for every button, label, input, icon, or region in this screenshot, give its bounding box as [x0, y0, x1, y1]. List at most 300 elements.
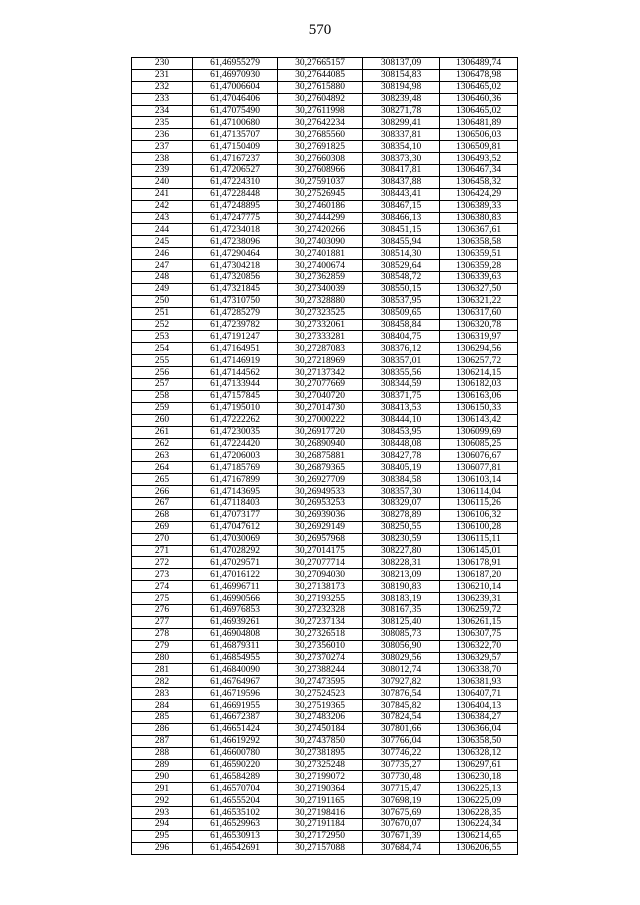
- x-coordinate-cell: 308437,88: [363, 176, 440, 188]
- latitude-cell: 61,47185769: [193, 462, 278, 474]
- longitude-cell: 30,27328880: [278, 295, 363, 307]
- y-coordinate-cell: 1306359,51: [440, 248, 518, 260]
- latitude-cell: 61,47222262: [193, 414, 278, 426]
- x-coordinate-cell: 307766,04: [363, 735, 440, 747]
- latitude-cell: 61,47206527: [193, 165, 278, 177]
- point-number-cell: 236: [132, 129, 193, 141]
- table-row: [132, 486, 518, 498]
- x-coordinate-cell: 308448,08: [363, 438, 440, 450]
- point-number-cell: 284: [132, 700, 193, 712]
- page-number: 570: [308, 22, 332, 38]
- table-row: [132, 819, 518, 831]
- longitude-cell: 30,27524523: [278, 688, 363, 700]
- x-coordinate-cell: 308299,41: [363, 117, 440, 129]
- latitude-cell: 61,47167899: [193, 474, 278, 486]
- latitude-cell: 61,46542691: [193, 842, 278, 854]
- x-coordinate-cell: 308373,30: [363, 153, 440, 165]
- x-coordinate-cell: 308458,84: [363, 319, 440, 331]
- point-number-cell: 276: [132, 604, 193, 616]
- table-row: [132, 652, 518, 664]
- y-coordinate-cell: 1306106,32: [440, 509, 518, 521]
- table-row: [132, 795, 518, 807]
- y-coordinate-cell: 1306358,50: [440, 735, 518, 747]
- longitude-cell: 30,27644085: [278, 69, 363, 81]
- point-number-cell: 289: [132, 759, 193, 771]
- y-coordinate-cell: 1306076,67: [440, 450, 518, 462]
- latitude-cell: 61,47143695: [193, 486, 278, 498]
- latitude-cell: 61,47248895: [193, 200, 278, 212]
- longitude-cell: 30,27400674: [278, 260, 363, 272]
- x-coordinate-cell: 308213,09: [363, 569, 440, 581]
- longitude-cell: 30,27333281: [278, 331, 363, 343]
- point-number-cell: 286: [132, 723, 193, 735]
- point-number-cell: 244: [132, 224, 193, 236]
- table-row: [132, 533, 518, 545]
- y-coordinate-cell: 1306214,15: [440, 367, 518, 379]
- table-row: [132, 616, 518, 628]
- latitude-cell: 61,47030069: [193, 533, 278, 545]
- y-coordinate-cell: 1306506,03: [440, 129, 518, 141]
- point-number-cell: 283: [132, 688, 193, 700]
- y-coordinate-cell: 1306214,65: [440, 830, 518, 842]
- x-coordinate-cell: 308085,73: [363, 628, 440, 640]
- point-number-cell: 288: [132, 747, 193, 759]
- longitude-cell: 30,27370274: [278, 652, 363, 664]
- x-coordinate-cell: 307671,39: [363, 830, 440, 842]
- longitude-cell: 30,27198416: [278, 807, 363, 819]
- y-coordinate-cell: 1306489,74: [440, 58, 518, 70]
- y-coordinate-cell: 1306460,36: [440, 93, 518, 105]
- latitude-cell: 61,46651424: [193, 723, 278, 735]
- longitude-cell: 30,27191165: [278, 795, 363, 807]
- x-coordinate-cell: 308405,19: [363, 462, 440, 474]
- point-number-cell: 278: [132, 628, 193, 640]
- point-number-cell: 235: [132, 117, 193, 129]
- table-row: [132, 604, 518, 616]
- table-row: [132, 807, 518, 819]
- y-coordinate-cell: 1306509,81: [440, 141, 518, 153]
- longitude-cell: 30,27326518: [278, 628, 363, 640]
- table-row: [132, 248, 518, 260]
- y-coordinate-cell: 1306407,71: [440, 688, 518, 700]
- longitude-cell: 30,27420266: [278, 224, 363, 236]
- latitude-cell: 61,47029571: [193, 557, 278, 569]
- table-row: [132, 688, 518, 700]
- latitude-cell: 61,46990566: [193, 593, 278, 605]
- latitude-cell: 61,47206003: [193, 450, 278, 462]
- x-coordinate-cell: 307735,27: [363, 759, 440, 771]
- point-number-cell: 277: [132, 616, 193, 628]
- longitude-cell: 30,26875881: [278, 450, 363, 462]
- x-coordinate-cell: 308451,15: [363, 224, 440, 236]
- longitude-cell: 30,27611998: [278, 105, 363, 117]
- y-coordinate-cell: 1306481,89: [440, 117, 518, 129]
- y-coordinate-cell: 1306239,31: [440, 593, 518, 605]
- latitude-cell: 61,46584289: [193, 771, 278, 783]
- y-coordinate-cell: 1306099,69: [440, 426, 518, 438]
- x-coordinate-cell: 308453,95: [363, 426, 440, 438]
- table-row: [132, 295, 518, 307]
- latitude-cell: 61,47028292: [193, 545, 278, 557]
- longitude-cell: 30,27401881: [278, 248, 363, 260]
- x-coordinate-cell: 308354,10: [363, 141, 440, 153]
- x-coordinate-cell: 307730,48: [363, 771, 440, 783]
- latitude-cell: 61,46529963: [193, 819, 278, 831]
- point-number-cell: 247: [132, 260, 193, 272]
- longitude-cell: 30,27138173: [278, 581, 363, 593]
- point-number-cell: 273: [132, 569, 193, 581]
- table-row: [132, 319, 518, 331]
- point-number-cell: 231: [132, 69, 193, 81]
- x-coordinate-cell: 308239,48: [363, 93, 440, 105]
- latitude-cell: 61,46691955: [193, 700, 278, 712]
- point-number-cell: 279: [132, 640, 193, 652]
- table-row: [132, 700, 518, 712]
- x-coordinate-cell: 307876,54: [363, 688, 440, 700]
- point-number-cell: 242: [132, 200, 193, 212]
- latitude-cell: 61,46955279: [193, 58, 278, 70]
- table-row: [132, 842, 518, 854]
- point-number-cell: 241: [132, 188, 193, 200]
- latitude-cell: 61,47247775: [193, 212, 278, 224]
- y-coordinate-cell: 1306182,03: [440, 379, 518, 391]
- y-coordinate-cell: 1306319,97: [440, 331, 518, 343]
- point-number-cell: 293: [132, 807, 193, 819]
- table-row: [132, 283, 518, 295]
- x-coordinate-cell: 308230,59: [363, 533, 440, 545]
- x-coordinate-cell: 308376,12: [363, 343, 440, 355]
- x-coordinate-cell: 308056,90: [363, 640, 440, 652]
- x-coordinate-cell: 308167,35: [363, 604, 440, 616]
- y-coordinate-cell: 1306380,83: [440, 212, 518, 224]
- latitude-cell: 61,47157845: [193, 390, 278, 402]
- y-coordinate-cell: 1306339,63: [440, 272, 518, 284]
- y-coordinate-cell: 1306424,29: [440, 188, 518, 200]
- latitude-cell: 61,47118403: [193, 497, 278, 509]
- x-coordinate-cell: 308337,81: [363, 129, 440, 141]
- table-row: [132, 188, 518, 200]
- longitude-cell: 30,27460186: [278, 200, 363, 212]
- point-number-cell: 272: [132, 557, 193, 569]
- y-coordinate-cell: 1306478,98: [440, 69, 518, 81]
- point-number-cell: 268: [132, 509, 193, 521]
- y-coordinate-cell: 1306100,28: [440, 521, 518, 533]
- latitude-cell: 61,47230035: [193, 426, 278, 438]
- point-number-cell: 258: [132, 390, 193, 402]
- point-number-cell: 255: [132, 355, 193, 367]
- longitude-cell: 30,27325248: [278, 759, 363, 771]
- table-row: [132, 260, 518, 272]
- table-row: [132, 783, 518, 795]
- longitude-cell: 30,27218969: [278, 355, 363, 367]
- point-number-cell: 263: [132, 450, 193, 462]
- table-row: [132, 402, 518, 414]
- latitude-cell: 61,47135707: [193, 129, 278, 141]
- y-coordinate-cell: 1306359,28: [440, 260, 518, 272]
- point-number-cell: 294: [132, 819, 193, 831]
- longitude-cell: 30,26879365: [278, 462, 363, 474]
- x-coordinate-cell: 307746,22: [363, 747, 440, 759]
- latitude-cell: 61,47228448: [193, 188, 278, 200]
- point-number-cell: 234: [132, 105, 193, 117]
- longitude-cell: 30,27473595: [278, 676, 363, 688]
- longitude-cell: 30,26929149: [278, 521, 363, 533]
- longitude-cell: 30,27094030: [278, 569, 363, 581]
- point-number-cell: 280: [132, 652, 193, 664]
- longitude-cell: 30,27199072: [278, 771, 363, 783]
- point-number-cell: 274: [132, 581, 193, 593]
- x-coordinate-cell: 307675,69: [363, 807, 440, 819]
- latitude-cell: 61,47234018: [193, 224, 278, 236]
- y-coordinate-cell: 1306384,27: [440, 711, 518, 723]
- table-row: [132, 153, 518, 165]
- x-coordinate-cell: 308228,31: [363, 557, 440, 569]
- x-coordinate-cell: 307927,82: [363, 676, 440, 688]
- latitude-cell: 61,46996711: [193, 581, 278, 593]
- x-coordinate-cell: 307698,19: [363, 795, 440, 807]
- y-coordinate-cell: 1306257,72: [440, 355, 518, 367]
- y-coordinate-cell: 1306322,70: [440, 640, 518, 652]
- table-row: [132, 497, 518, 509]
- x-coordinate-cell: 308467,15: [363, 200, 440, 212]
- y-coordinate-cell: 1306261,15: [440, 616, 518, 628]
- table-row: [132, 379, 518, 391]
- y-coordinate-cell: 1306328,12: [440, 747, 518, 759]
- table-row: [132, 521, 518, 533]
- y-coordinate-cell: 1306327,50: [440, 283, 518, 295]
- point-number-cell: 264: [132, 462, 193, 474]
- y-coordinate-cell: 1306230,18: [440, 771, 518, 783]
- y-coordinate-cell: 1306228,35: [440, 807, 518, 819]
- latitude-cell: 61,47191247: [193, 331, 278, 343]
- x-coordinate-cell: 308529,64: [363, 260, 440, 272]
- latitude-cell: 61,47075490: [193, 105, 278, 117]
- latitude-cell: 61,47238096: [193, 236, 278, 248]
- table-row: [132, 664, 518, 676]
- point-number-cell: 296: [132, 842, 193, 854]
- x-coordinate-cell: 307824,54: [363, 711, 440, 723]
- latitude-cell: 61,47146919: [193, 355, 278, 367]
- y-coordinate-cell: 1306465,02: [440, 81, 518, 93]
- latitude-cell: 61,46672387: [193, 711, 278, 723]
- longitude-cell: 30,27191184: [278, 819, 363, 831]
- x-coordinate-cell: 307845,82: [363, 700, 440, 712]
- y-coordinate-cell: 1306114,04: [440, 486, 518, 498]
- point-number-cell: 267: [132, 497, 193, 509]
- x-coordinate-cell: 308443,41: [363, 188, 440, 200]
- y-coordinate-cell: 1306321,22: [440, 295, 518, 307]
- longitude-cell: 30,27691825: [278, 141, 363, 153]
- longitude-cell: 30,26890940: [278, 438, 363, 450]
- longitude-cell: 30,26957968: [278, 533, 363, 545]
- point-number-cell: 259: [132, 402, 193, 414]
- longitude-cell: 30,27604892: [278, 93, 363, 105]
- y-coordinate-cell: 1306366,04: [440, 723, 518, 735]
- point-number-cell: 290: [132, 771, 193, 783]
- point-number-cell: 249: [132, 283, 193, 295]
- point-number-cell: 240: [132, 176, 193, 188]
- table-row: [132, 367, 518, 379]
- point-number-cell: 251: [132, 307, 193, 319]
- longitude-cell: 30,26917720: [278, 426, 363, 438]
- point-number-cell: 254: [132, 343, 193, 355]
- point-number-cell: 252: [132, 319, 193, 331]
- y-coordinate-cell: 1306225,09: [440, 795, 518, 807]
- x-coordinate-cell: 308190,83: [363, 581, 440, 593]
- longitude-cell: 30,27014730: [278, 402, 363, 414]
- y-coordinate-cell: 1306224,34: [440, 819, 518, 831]
- x-coordinate-cell: 308455,94: [363, 236, 440, 248]
- x-coordinate-cell: 308227,80: [363, 545, 440, 557]
- latitude-cell: 61,47144562: [193, 367, 278, 379]
- y-coordinate-cell: 1306367,61: [440, 224, 518, 236]
- table-row: [132, 212, 518, 224]
- latitude-cell: 61,47320856: [193, 272, 278, 284]
- point-number-cell: 243: [132, 212, 193, 224]
- x-coordinate-cell: 308444,10: [363, 414, 440, 426]
- longitude-cell: 30,27077669: [278, 379, 363, 391]
- latitude-cell: 61,47073177: [193, 509, 278, 521]
- table-row: [132, 735, 518, 747]
- table-row: [132, 747, 518, 759]
- longitude-cell: 30,27526945: [278, 188, 363, 200]
- longitude-cell: 30,27665157: [278, 58, 363, 70]
- table-row: [132, 272, 518, 284]
- point-number-cell: 271: [132, 545, 193, 557]
- point-number-cell: 265: [132, 474, 193, 486]
- y-coordinate-cell: 1306225,13: [440, 783, 518, 795]
- y-coordinate-cell: 1306259,72: [440, 604, 518, 616]
- point-number-cell: 256: [132, 367, 193, 379]
- point-number-cell: 261: [132, 426, 193, 438]
- y-coordinate-cell: 1306458,32: [440, 176, 518, 188]
- point-number-cell: 295: [132, 830, 193, 842]
- x-coordinate-cell: 308125,40: [363, 616, 440, 628]
- x-coordinate-cell: 308548,72: [363, 272, 440, 284]
- coordinates-table-body: [132, 58, 518, 855]
- longitude-cell: 30,26939036: [278, 509, 363, 521]
- table-row: [132, 474, 518, 486]
- latitude-cell: 61,46600780: [193, 747, 278, 759]
- latitude-cell: 61,47224420: [193, 438, 278, 450]
- x-coordinate-cell: 308355,56: [363, 367, 440, 379]
- point-number-cell: 266: [132, 486, 193, 498]
- point-number-cell: 237: [132, 141, 193, 153]
- x-coordinate-cell: 307684,74: [363, 842, 440, 854]
- point-number-cell: 291: [132, 783, 193, 795]
- table-row: [132, 723, 518, 735]
- latitude-cell: 61,47310750: [193, 295, 278, 307]
- table-row: [132, 581, 518, 593]
- latitude-cell: 61,46939261: [193, 616, 278, 628]
- x-coordinate-cell: 308466,13: [363, 212, 440, 224]
- y-coordinate-cell: 1306307,75: [440, 628, 518, 640]
- table-row: [132, 390, 518, 402]
- y-coordinate-cell: 1306077,81: [440, 462, 518, 474]
- point-number-cell: 230: [132, 58, 193, 70]
- longitude-cell: 30,27190364: [278, 783, 363, 795]
- table-row: [132, 557, 518, 569]
- x-coordinate-cell: 308413,53: [363, 402, 440, 414]
- y-coordinate-cell: 1306178,91: [440, 557, 518, 569]
- longitude-cell: 30,27660308: [278, 153, 363, 165]
- latitude-cell: 61,47150409: [193, 141, 278, 153]
- longitude-cell: 30,27157088: [278, 842, 363, 854]
- table-row: [132, 759, 518, 771]
- x-coordinate-cell: 308427,78: [363, 450, 440, 462]
- x-coordinate-cell: 307801,66: [363, 723, 440, 735]
- longitude-cell: 30,26927709: [278, 474, 363, 486]
- latitude-cell: 61,47239782: [193, 319, 278, 331]
- longitude-cell: 30,27483206: [278, 711, 363, 723]
- table-row: [132, 105, 518, 117]
- y-coordinate-cell: 1306143,42: [440, 414, 518, 426]
- longitude-cell: 30,27040720: [278, 390, 363, 402]
- point-number-cell: 285: [132, 711, 193, 723]
- y-coordinate-cell: 1306294,56: [440, 343, 518, 355]
- x-coordinate-cell: 308344,59: [363, 379, 440, 391]
- latitude-cell: 61,46555204: [193, 795, 278, 807]
- table-row: [132, 462, 518, 474]
- longitude-cell: 30,27000222: [278, 414, 363, 426]
- latitude-cell: 61,47046406: [193, 93, 278, 105]
- latitude-cell: 61,46976853: [193, 604, 278, 616]
- x-coordinate-cell: 308029,56: [363, 652, 440, 664]
- y-coordinate-cell: 1306358,58: [440, 236, 518, 248]
- x-coordinate-cell: 308357,01: [363, 355, 440, 367]
- point-number-cell: 262: [132, 438, 193, 450]
- point-number-cell: 253: [132, 331, 193, 343]
- latitude-cell: 61,47195010: [193, 402, 278, 414]
- longitude-cell: 30,27685560: [278, 129, 363, 141]
- latitude-cell: 61,46970930: [193, 69, 278, 81]
- table-row: [132, 450, 518, 462]
- x-coordinate-cell: 308514,30: [363, 248, 440, 260]
- longitude-cell: 30,27137342: [278, 367, 363, 379]
- table-row: [132, 771, 518, 783]
- y-coordinate-cell: 1306145,01: [440, 545, 518, 557]
- longitude-cell: 30,27362859: [278, 272, 363, 284]
- x-coordinate-cell: 308250,55: [363, 521, 440, 533]
- y-coordinate-cell: 1306210,14: [440, 581, 518, 593]
- x-coordinate-cell: 307670,07: [363, 819, 440, 831]
- latitude-cell: 61,46854955: [193, 652, 278, 664]
- y-coordinate-cell: 1306187,20: [440, 569, 518, 581]
- point-number-cell: 238: [132, 153, 193, 165]
- longitude-cell: 30,27615880: [278, 81, 363, 93]
- table-row: [132, 355, 518, 367]
- longitude-cell: 30,27437850: [278, 735, 363, 747]
- longitude-cell: 30,27323525: [278, 307, 363, 319]
- x-coordinate-cell: 308012,74: [363, 664, 440, 676]
- longitude-cell: 30,27172950: [278, 830, 363, 842]
- table-row: [132, 426, 518, 438]
- y-coordinate-cell: 1306150,33: [440, 402, 518, 414]
- longitude-cell: 30,27388244: [278, 664, 363, 676]
- table-row: [132, 69, 518, 81]
- x-coordinate-cell: 308509,65: [363, 307, 440, 319]
- latitude-cell: 61,46719596: [193, 688, 278, 700]
- table-row: [132, 593, 518, 605]
- latitude-cell: 61,46530913: [193, 830, 278, 842]
- table-row: [132, 81, 518, 93]
- longitude-cell: 30,26949533: [278, 486, 363, 498]
- latitude-cell: 61,46904808: [193, 628, 278, 640]
- x-coordinate-cell: 308329,07: [363, 497, 440, 509]
- longitude-cell: 30,27014175: [278, 545, 363, 557]
- longitude-cell: 30,27077714: [278, 557, 363, 569]
- latitude-cell: 61,47164951: [193, 343, 278, 355]
